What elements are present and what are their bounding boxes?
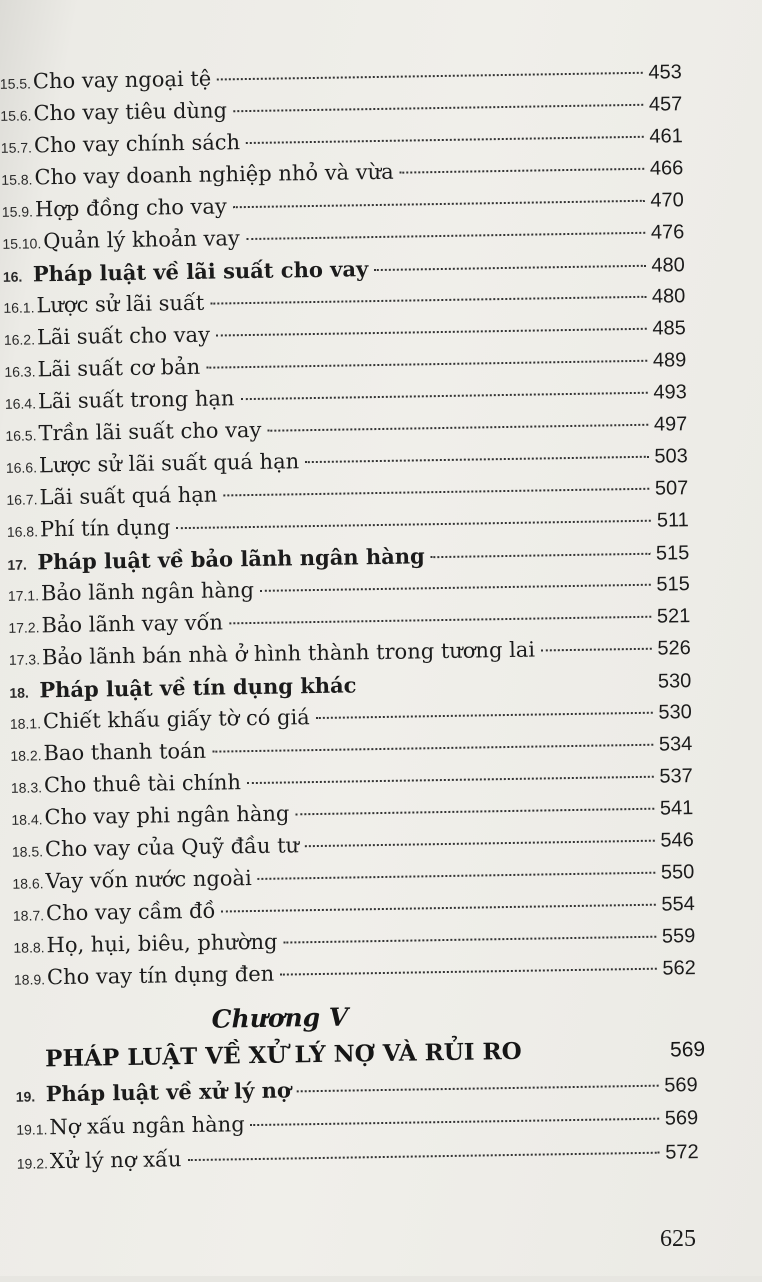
leader-dots	[374, 264, 645, 271]
leader-dots	[541, 647, 651, 652]
entry-page: 521	[656, 605, 691, 628]
entry-title: Lãi suất quá hạn	[39, 482, 218, 510]
entry-number: 15.6.	[0, 107, 32, 124]
entry-page: 530	[657, 670, 692, 693]
entry-page: 569	[664, 1107, 699, 1130]
entry-number: 19.	[15, 1088, 36, 1105]
entry-page: 503	[654, 445, 688, 468]
leader-dots	[297, 1084, 658, 1093]
entry-page: 461	[649, 125, 683, 148]
entry-number: 19.1.	[16, 1121, 48, 1138]
entry-title: Nợ xấu ngân hàng	[49, 1112, 245, 1140]
entry-title: Cho vay tiêu dùng	[33, 98, 228, 126]
entry-number: 18.7.	[12, 907, 45, 924]
entry-number: 18.8.	[13, 939, 45, 956]
entry-page: 526	[657, 637, 691, 660]
page-number: 625	[660, 1226, 696, 1252]
entry-number: 16.5.	[5, 427, 37, 444]
entry-number: 19.2.	[16, 1155, 49, 1172]
leader-dots	[247, 775, 654, 784]
entry-page: 480	[651, 254, 685, 277]
entry-page: 489	[652, 349, 687, 372]
leader-dots	[233, 103, 643, 112]
entry-number: 18.4.	[11, 811, 43, 828]
leader-dots	[431, 552, 650, 558]
entry-number: 16.8.	[6, 523, 39, 540]
entry-number: 18.6.	[12, 875, 44, 892]
entry-title: Cho vay chính sách	[33, 130, 241, 158]
entry-title: Bảo lãnh ngân hàng	[40, 577, 255, 606]
entry-number: 17.3.	[8, 651, 41, 668]
entry-page: 550	[660, 861, 695, 884]
entry-title: Xử lý nợ xấu	[49, 1147, 182, 1174]
leader-dots	[251, 1117, 659, 1126]
entry-title: Bảo lãnh bán nhà ở hình thành trong tương lai	[41, 637, 536, 670]
leader-dots	[229, 615, 651, 625]
leader-dots	[233, 199, 645, 208]
leader-dots	[246, 231, 645, 240]
entry-page: 497	[653, 413, 688, 436]
entry-title: Pháp luật về bảo lãnh ngân hàng	[37, 543, 425, 575]
entry-title: Lãi suất cơ bản	[37, 354, 201, 382]
chapter-title: PHÁP LUẬT VỀ XỬ LÝ NỢ VÀ RỦI RO	[44, 1037, 522, 1073]
entry-page: 480	[651, 285, 686, 308]
entry-title: Bao thanh toán	[43, 738, 207, 766]
entry-page: 569	[664, 1074, 698, 1097]
entry-title: Cho vay tín dụng đen	[46, 961, 275, 990]
entry-title: Hợp đồng cho vay	[34, 194, 228, 222]
leader-dots	[246, 135, 643, 144]
entry-page: 537	[659, 765, 693, 788]
entry-page: 534	[658, 733, 693, 756]
entry-number: 16.2.	[3, 331, 36, 348]
leader-dots	[176, 519, 651, 529]
leader-dots	[283, 935, 655, 944]
leader-dots	[260, 583, 651, 592]
entry-title: Pháp luật về tín dụng khác	[39, 672, 357, 703]
entry-title: Họ, hụi, biêu, phường	[46, 929, 278, 958]
entry-number: 18.1.	[9, 715, 42, 732]
entry-page: 559	[661, 925, 696, 948]
entry-page: 530	[658, 701, 692, 724]
entry-title: Lãi suất cho vay	[36, 322, 211, 350]
entry-page: 515	[656, 573, 690, 596]
entry-page: 554	[661, 893, 695, 916]
entry-title: Vay vốn nước ngoài	[45, 866, 252, 894]
entry-number: 15.8.	[1, 171, 33, 188]
entry-number: 18.	[9, 684, 30, 701]
entry-page: 507	[654, 477, 689, 500]
entry-title: Cho vay doanh nghiệp nhỏ và vừa	[34, 159, 394, 190]
entry-title: Pháp luật về lãi suất cho vay	[32, 256, 369, 287]
leader-dots	[217, 71, 642, 81]
leader-dots	[223, 487, 649, 497]
leader-dots	[295, 807, 654, 816]
entry-title: Quản lý khoản vay	[43, 226, 241, 254]
leader-dots	[305, 839, 654, 847]
entry-title: Bảo lãnh vay vốn	[41, 610, 224, 638]
entry-number: 17.	[7, 556, 27, 573]
entry-page: 457	[648, 93, 683, 116]
entry-number: 16.4.	[4, 395, 37, 412]
leader-dots	[267, 423, 648, 432]
entry-title: Cho vay ngoại tệ	[32, 66, 212, 94]
entry-number: 18.3.	[10, 779, 43, 796]
leader-dots	[216, 327, 646, 337]
entry-title: Cho vay của Quỹ đầu tư	[44, 833, 300, 862]
entry-page: 511	[656, 509, 689, 532]
entry-number: 15.5.	[0, 75, 32, 92]
entry-number: 16.7.	[6, 491, 38, 508]
entry-title: Lược sử lãi suất quá hạn	[38, 449, 300, 478]
entry-page: 572	[665, 1141, 699, 1164]
entry-title: Chiết khấu giấy tờ có giá	[42, 705, 310, 734]
leader-dots	[187, 1151, 659, 1161]
entry-title: Lãi suất trong hạn	[37, 386, 235, 414]
entry-title: Lược sử lãi suất	[36, 290, 205, 318]
entry-page: 476	[650, 221, 685, 244]
leader-dots	[212, 743, 653, 753]
entry-page: 562	[662, 957, 696, 980]
entry-number: 16.6.	[5, 459, 38, 476]
entry-title: Cho thuê tài chính	[43, 770, 242, 798]
entry-number: 15.9.	[1, 203, 34, 220]
entry-page: 466	[649, 157, 684, 180]
entry-title: Phí tín dụng	[39, 515, 171, 542]
leader-dots	[316, 711, 653, 719]
entry-number: 15.7.	[0, 139, 33, 156]
entry-number: 16.3.	[4, 363, 36, 380]
chapter-page: 569	[669, 1037, 706, 1062]
entry-page: 470	[650, 189, 684, 212]
entry-title: Trần lãi suất cho vay	[38, 417, 262, 446]
chapter-title-row	[45, 1035, 705, 1072]
leader-dots	[221, 903, 655, 913]
leader-dots	[206, 359, 647, 369]
entry-title: Cho vay phi ngân hàng	[44, 801, 290, 830]
entry-page: 493	[653, 381, 687, 404]
entry-title: Cho vay cầm đồ	[45, 898, 216, 926]
entry-number: 18.5.	[11, 843, 44, 860]
entry-title: Pháp luật về xử lý nợ	[45, 1077, 292, 1107]
leader-dots	[400, 167, 644, 174]
leader-dots	[240, 391, 647, 400]
entry-number: 15.10.	[2, 235, 42, 252]
entry-number: 17.1.	[7, 587, 40, 604]
leader-dots	[258, 871, 655, 880]
entry-number: 16.1.	[3, 299, 35, 316]
entry-number: 16.	[2, 268, 23, 285]
leader-dots	[210, 295, 646, 305]
entry-page: 541	[659, 797, 694, 820]
entry-number: 18.9.	[13, 971, 46, 988]
entry-page: 453	[648, 61, 682, 84]
entry-page: 485	[652, 317, 686, 340]
entry-page: 515	[655, 542, 690, 565]
entry-number: 17.2.	[8, 619, 40, 636]
leader-dots	[305, 455, 648, 463]
entry-page: 546	[660, 829, 694, 852]
entry-number: 18.2.	[10, 747, 42, 764]
leader-dots	[280, 967, 656, 976]
chapter-label: Chương V	[211, 1002, 349, 1034]
